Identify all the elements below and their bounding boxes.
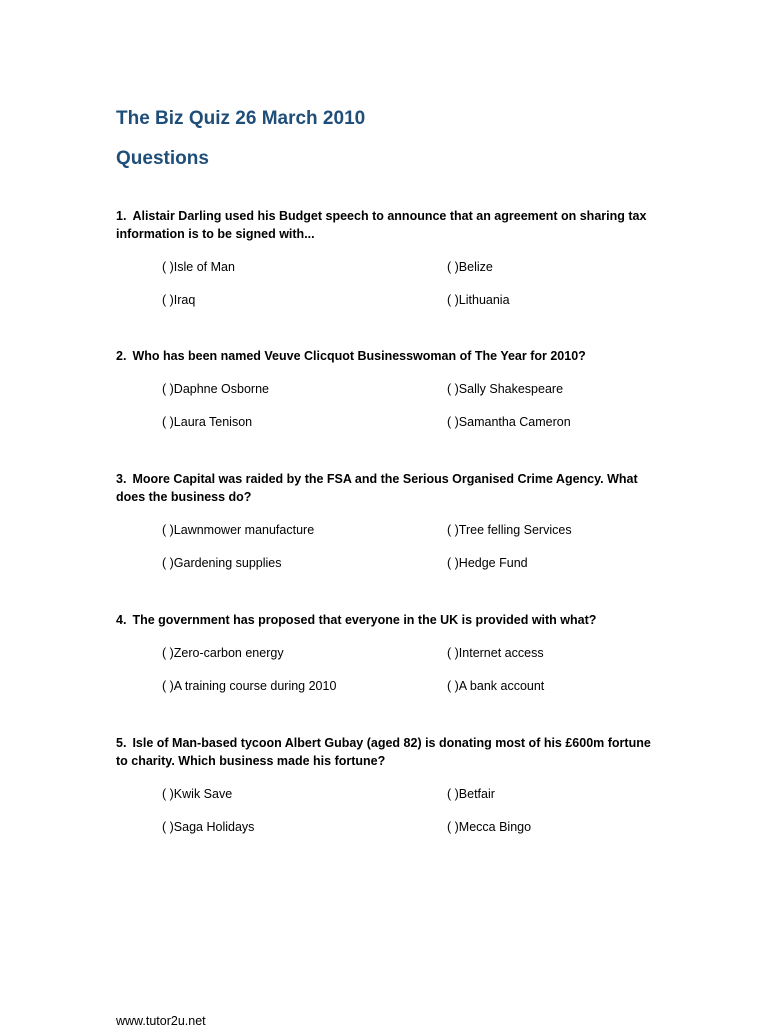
question-3: [116, 470, 656, 575]
question-text: [116, 734, 656, 770]
answer-option[interactable]: ( )Samantha Cameron: [447, 415, 571, 429]
question-number: 2.: [116, 349, 127, 363]
answer-option[interactable]: ( )Tree felling Services: [447, 523, 572, 537]
answer-option[interactable]: ( )Kwik Save: [162, 787, 233, 801]
answer-options: [116, 380, 656, 434]
question-body: Who has been named Veuve Clicquot Businesswoman of The Year for 2010?: [132, 349, 586, 363]
question-5: [116, 734, 656, 839]
answer-option[interactable]: ( )Isle of Man: [162, 260, 235, 274]
question-number: 1.: [116, 209, 127, 223]
answer-option[interactable]: ( )Laura Tenison: [162, 415, 253, 429]
answer-option[interactable]: ( )Sally Shakespeare: [447, 382, 564, 396]
question-number: 3.: [116, 472, 127, 486]
answer-option[interactable]: ( )Hedge Fund: [447, 556, 528, 570]
question-number: 5.: [116, 736, 127, 750]
question-body: Alistair Darling used his Budget speech to announce that an agreement on sharing tax information is to be signed with...: [116, 209, 647, 241]
question-1: [116, 207, 656, 312]
answer-option[interactable]: ( )Betfair: [447, 787, 495, 801]
answer-option[interactable]: ( )Lithuania: [447, 293, 510, 307]
document-title: The Biz Quiz 26 March 2010: [116, 108, 366, 129]
section-heading-questions: Questions: [116, 148, 209, 169]
question-text: [116, 470, 656, 506]
footer-url: www.tutor2u.net: [116, 1014, 206, 1028]
question-text: [116, 347, 656, 365]
answer-options: [116, 521, 656, 575]
answer-option[interactable]: ( )Mecca Bingo: [447, 820, 532, 834]
answer-option[interactable]: ( )A training course during 2010: [162, 679, 337, 693]
answer-option[interactable]: ( )Saga Holidays: [162, 820, 255, 834]
question-body: Isle of Man-based tycoon Albert Gubay (aged 82) is donating most of his £600m fortune to charity. Which business made his fortune?: [116, 736, 651, 768]
answer-option[interactable]: ( )Zero-carbon energy: [162, 646, 284, 660]
question-number: 4.: [116, 613, 127, 627]
answer-option[interactable]: ( )Iraq: [162, 293, 196, 307]
question-body: The government has proposed that everyone in the UK is provided with what?: [132, 613, 597, 627]
answer-option[interactable]: ( )Lawnmower manufacture: [162, 523, 315, 537]
question-2: [116, 347, 656, 434]
question-4: [116, 611, 656, 698]
answer-options: [116, 785, 656, 839]
answer-option[interactable]: ( )A bank account: [447, 679, 545, 693]
answer-option[interactable]: ( )Gardening supplies: [162, 556, 282, 570]
question-text: [116, 611, 656, 629]
question-text: [116, 207, 656, 243]
answer-options: [116, 258, 656, 312]
answer-options: [116, 644, 656, 698]
answer-option[interactable]: ( )Daphne Osborne: [162, 382, 270, 396]
answer-option[interactable]: ( )Internet access: [447, 646, 544, 660]
answer-option[interactable]: ( )Belize: [447, 260, 493, 274]
question-body: Moore Capital was raided by the FSA and the Serious Organised Crime Agency. What does the business do?: [116, 472, 638, 504]
